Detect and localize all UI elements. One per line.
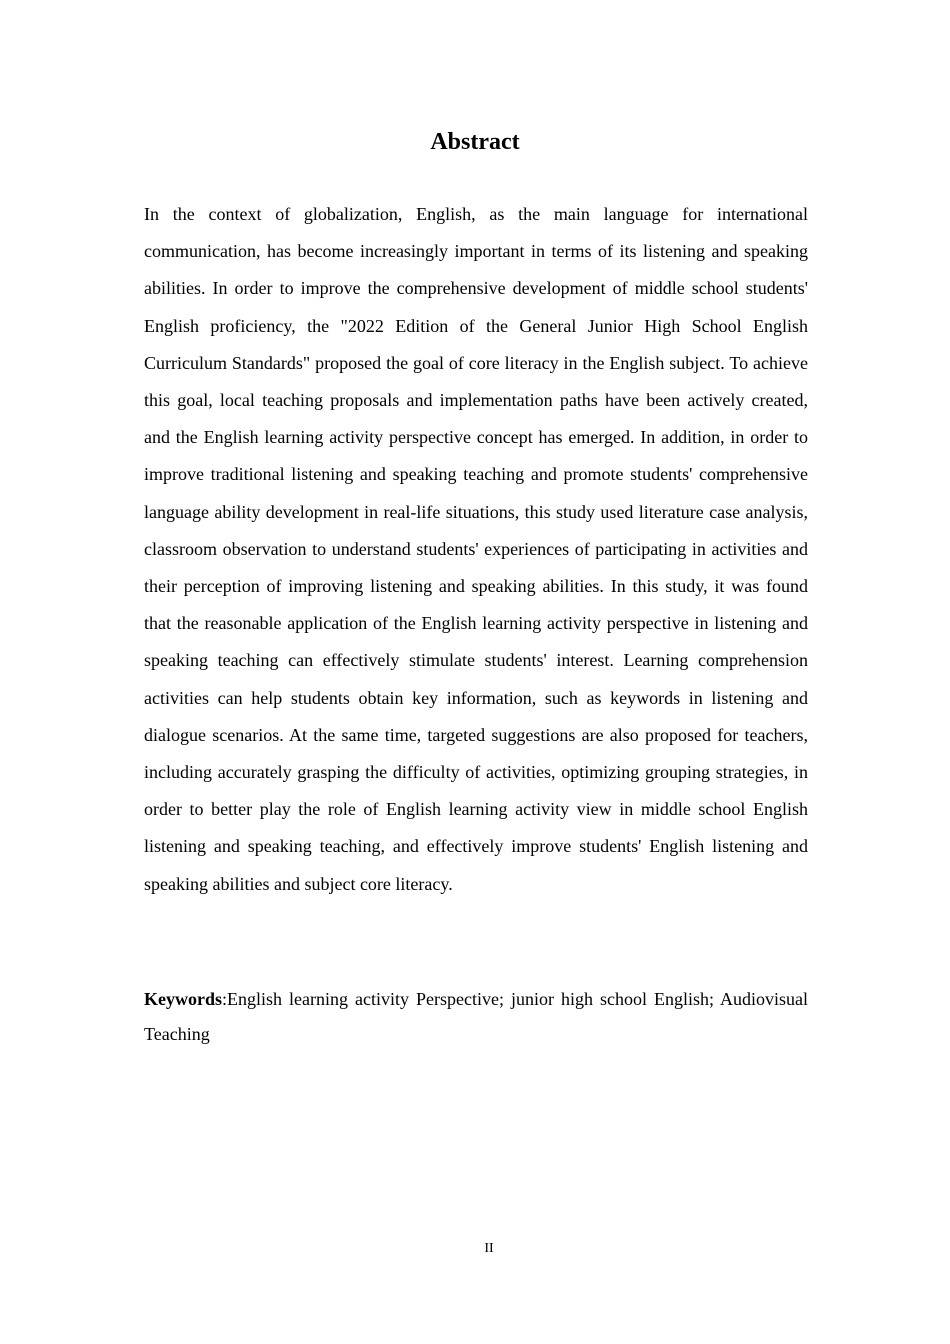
keywords-text: :English learning activity Perspective; junior high school English; Audiovisual Teaching xyxy=(144,989,808,1044)
page-number: II xyxy=(484,1241,494,1256)
keywords-label: Keywords xyxy=(144,989,222,1009)
abstract-title: Abstract xyxy=(430,129,520,155)
abstract-paragraph: In the context of globalization, English, as the main language for international communication, has become increasingly important in terms of its listening and speaking abilities. In order to improve the comprehensive development of middle school students' English proficiency, the "2022 Edition of the General Junior High School English Curriculum Standards" proposed the goal of core literacy in the English subject. To achieve this goal, local teaching proposals and implementation paths have been actively created, and the English learning activity perspective concept has emerged. In addition, in order to improve traditional listening and speaking teaching and promote students' comprehensive language ability development in real-life situations, this study used literature case analysis, classroom observation to understand students' experiences of participating in activities and their perception of improving listening and speaking abilities. In this study, it was found that the reasonable application of the English learning activity perspective in listening and speaking teaching can effectively stimulate students' interest. Learning comprehension activities can help students obtain key information, such as keywords in listening and dialogue scenarios. At the same time, targeted suggestions are also proposed for teachers, including accurately grasping the difficulty of activities, optimizing grouping strategies, in order to better play the role of English learning activity view in middle school English listening and speaking teaching, and effectively improve students' English listening and speaking abilities and subject core literacy. xyxy=(144,204,808,894)
keywords-line xyxy=(144,982,808,1052)
